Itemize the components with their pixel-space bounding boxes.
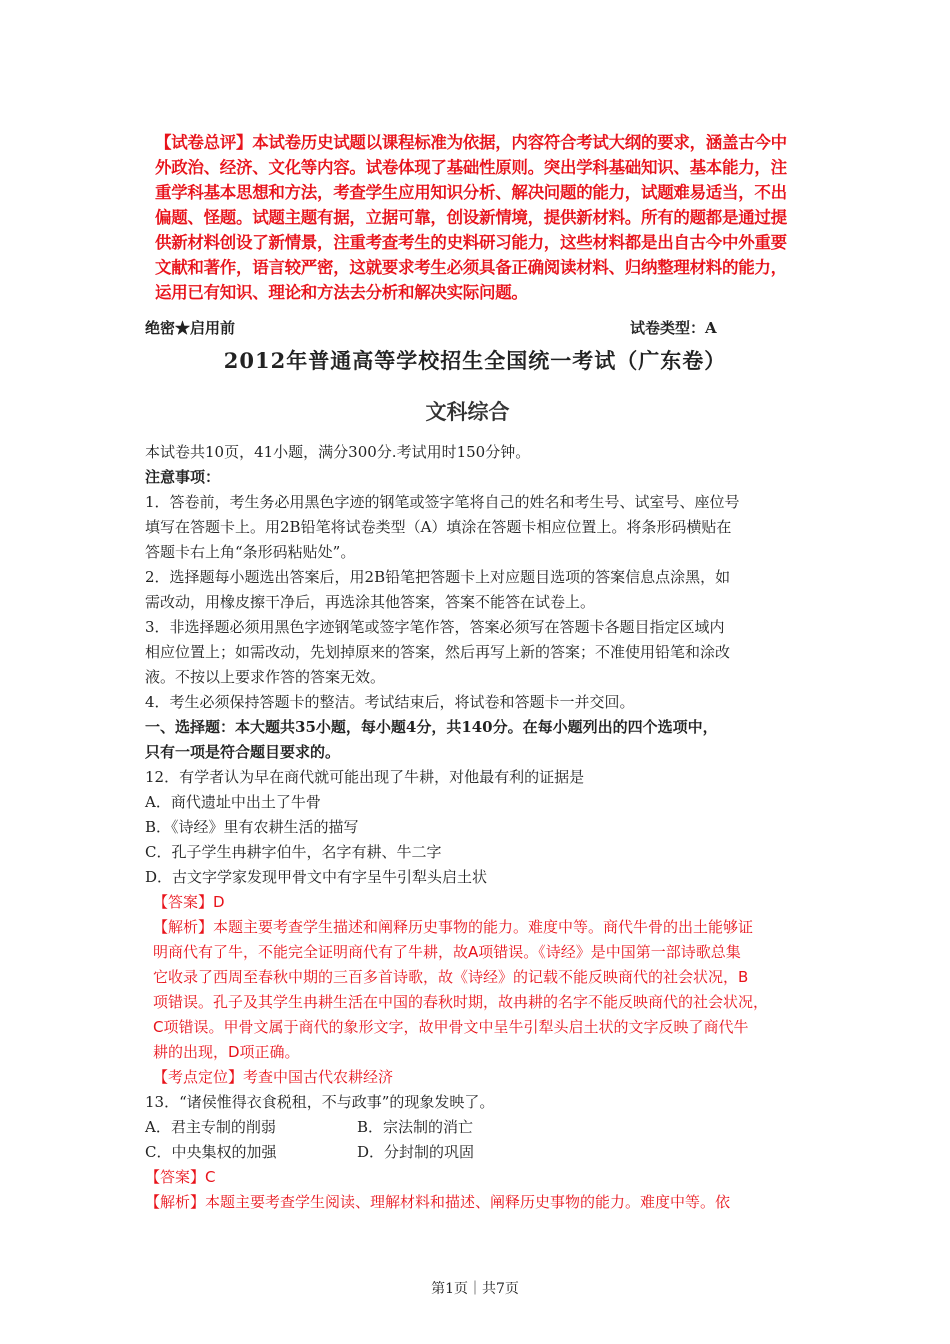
notice-line: 填写在答题卡上。用2B铅笔将试卷类型（A）填涂在答题卡相应位置上。将条形码横贴在 [145,518,732,536]
q12-answer: 【答案】D [153,893,225,911]
notice-line: 需改动，用橡皮擦干净后，再选涂其他答案，答案不能答在试卷上。 [145,593,596,611]
summary-line: 【试卷总评】本试卷历史试题以课程标准为依据，内容符合考试大纲的要求，涵盖古今中 [155,133,787,152]
exam-summary [155,130,825,305]
q12-analysis-line: 明商代有了牛，不能完全证明商代有了牛耕，故A项错误。《诗经》是中国第一部诗歌总集 [153,943,741,961]
notice-line: 液。不按以上要求作答的答案无效。 [145,668,386,686]
q12-analysis-line: 项错误。孔子及其学生冉耕生活在中国的春秋时期，故冉耕的名字不能反映商代的社会状况， [153,993,769,1011]
q12-point: 【考点定位】考查中国古代农耕经济 [153,1068,394,1086]
exam-body [145,440,825,1215]
page-footer: 第1页｜共7页 [431,1281,519,1297]
summary-line: 外政治、经济、文化等内容。试卷体现了基础性原则。突出学科基础知识、基本能力，注 [155,158,787,177]
q13-option: D．分封制的巩固 [357,1143,475,1161]
notice-line: 4．考生必须保持答题卡的整洁。考试结束后，将试卷和答题卡一并交回。 [145,693,635,711]
q12-option: C．孔子学生冉耕字伯牛，名字有耕、牛二字 [145,843,442,861]
q12-stem: 12．有学者认为早在商代就可能出现了牛耕，对他最有利的证据是 [145,768,585,786]
q12-option: A．商代遗址中出土了牛骨 [145,793,321,811]
summary-line: 偏题、怪题。试题主题有据，立据可靠，创设新情境，提供新材料。所有的题都是通过提 [155,208,787,227]
paper-type: 试卷类型：A [630,319,717,337]
q13-option: C．中央集权的加强 [145,1143,277,1161]
q13-answer: 【答案】C [145,1168,216,1186]
summary-line: 重学科基本思想和方法，考查学生应用知识分析、解决问题的能力，试题难易适当，不出 [155,183,787,202]
q13-analysis: 【解析】本题主要考查学生阅读、理解材料和描述、阐释历史事物的能力。难度中等。依 [145,1193,731,1211]
q12-analysis-line: 它收录了西周至春秋中期的三百多首诗歌，故《诗经》的记载不能反映商代的社会状况，B [153,968,749,986]
q13-options-row [145,1140,825,1165]
q12-analysis-line: 耕的出现，D项正确。 [153,1043,300,1061]
exam-title: 2012年普通高等学校招生全国统一考试（广东卷） [223,348,727,373]
summary-line: 运用已有知识、理论和方法去分析和解决实际问题。 [155,283,528,302]
section-heading: 只有一项是符合题目要求的。 [145,743,341,761]
notice-line: 2．选择题每小题选出答案后，用2B铅笔把答题卡上对应题目选项的答案信息点涂黑，如 [145,568,731,586]
secret-label: 绝密★启用前 [145,319,236,337]
q13-stem: 13．“诸侯惟得衣食税租，不与政事”的现象发映了。 [145,1093,495,1111]
q13-options-row [145,1115,825,1140]
intro: 本试卷共10页，41小题，满分300分.考试用时150分钟。 [145,443,531,461]
summary-line: 供新材料创设了新情景，注重考查考生的史料研习能力，这些材料都是出自古今中外重要 [155,233,787,252]
q12-analysis-line: 【解析】本题主要考查学生描述和阐释历史事物的能力。难度中等。商代牛骨的出土能够证 [153,918,754,936]
notice-line: 3．非选择题必须用黑色字迹钢笔或签字笔作答，答案必须写在答题卡各题目指定区域内 [145,618,725,636]
summary-line: 文献和著作，语言较严密，这就要求考生必须具备正确阅读材料、归纳整理材料的能力， [155,258,787,277]
notice-line: 1．答卷前，考生务必用黑色字迹的钢笔或签字笔将自己的姓名和考生号、试室号、座位号 [145,493,740,511]
q12-option: B．《诗经》里有农耕生活的描写 [145,818,359,836]
q12-option: D．古文字学家发现甲骨文中有字呈牛引犁头启土状 [145,868,488,886]
q13-option: B．宗法制的消亡 [357,1118,474,1136]
q12-analysis-line: C项错误。甲骨文属于商代的象形文字，故甲骨文中呈牛引犁头启土状的文字反映了商代牛 [153,1018,749,1036]
notice-heading: 注意事项： [145,468,221,486]
exam-subtitle: 文科综合 [425,399,510,424]
notice-line: 相应位置上；如需改动，先划掉原来的答案，然后再写上新的答案；不准使用铅笔和涂改 [145,643,731,661]
notice-line: 答题卡右上角“条形码粘贴处”。 [145,543,356,561]
section-heading: 一、选择题：本大题共35小题，每小题4分，共140分。在每小题列出的四个选项中， [145,718,718,736]
q13-option: A．君主专制的削弱 [145,1118,276,1136]
